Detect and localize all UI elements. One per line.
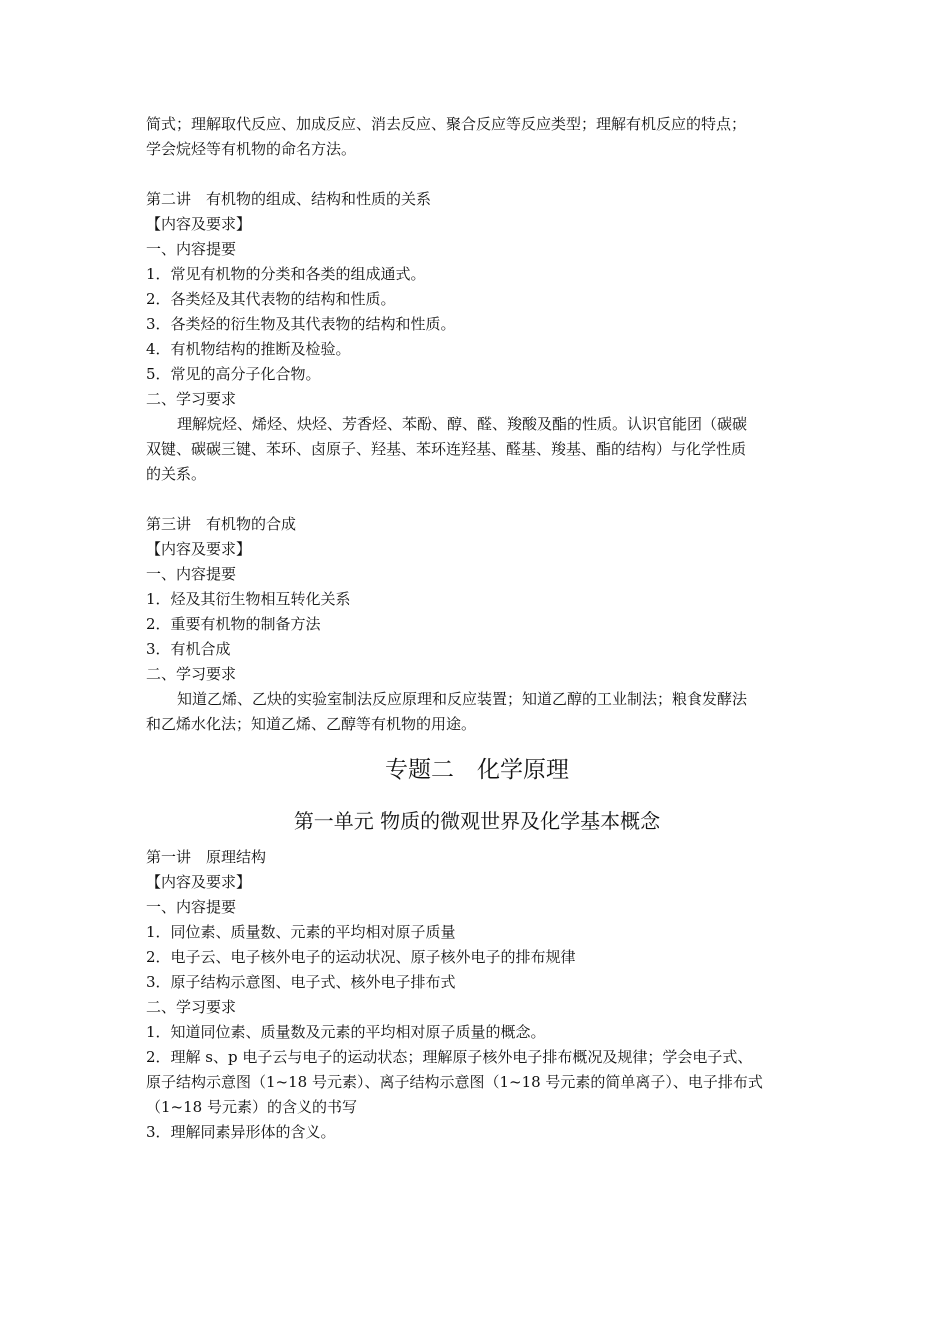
lecture3-title: 第三讲 有机物的合成 — [146, 515, 297, 533]
lecture1-req-header: 【内容及要求】 — [146, 873, 252, 891]
list-item: 1．常见有机物的分类和各类的组成通式。 — [146, 265, 426, 283]
text-line: 原子结构示意图（1~18 号元素）、离子结构示意图（1~18 号元素的简单离子）、电子排布式 — [146, 1073, 763, 1091]
text-line: 1．知道同位素、质量数及元素的平均相对原子质量的概念。 — [146, 1023, 546, 1041]
lecture3-study-header: 二、学习要求 — [146, 665, 237, 683]
text-line: 3．理解同素异形体的含义。 — [146, 1123, 336, 1141]
text-line: 的关系。 — [146, 465, 207, 483]
text-line: 双键、碳碳三键、苯环、卤原子、羟基、苯环连羟基、醛基、羧基、酯的结构）与化学性质 — [146, 440, 747, 458]
text-line: 和乙烯水化法；知道乙烯、乙醇等有机物的用途。 — [146, 715, 477, 733]
lecture3-req-header: 【内容及要求】 — [146, 540, 252, 558]
list-item: 3．原子结构示意图、电子式、核外电子排布式 — [146, 973, 456, 991]
text-line: 简式；理解取代反应、加成反应、消去反应、聚合反应等反应类型；理解有机反应的特点； — [146, 115, 747, 133]
lecture3-content-header: 一、内容提要 — [146, 565, 237, 583]
list-item: 2．重要有机物的制备方法 — [146, 615, 321, 633]
lecture1-content-header: 一、内容提要 — [146, 898, 237, 916]
lecture1-title: 第一讲 原理结构 — [146, 848, 267, 866]
lecture2-req-header: 【内容及要求】 — [146, 215, 252, 233]
unit-title: 第一单元 物质的微观世界及化学基本概念 — [293, 809, 661, 833]
text-line: 2．理解 s、p 电子云与电子的运动状态；理解原子核外电子排布概况及规律；学会电子式、 — [146, 1048, 753, 1066]
lecture2-content-header: 一、内容提要 — [146, 240, 237, 258]
topic-title: 专题二 化学原理 — [385, 757, 569, 783]
lecture2-study-paragraph — [146, 412, 808, 487]
text-line: 理解烷烃、烯烃、炔烃、芳香烃、苯酚、醇、醛、羧酸及酯的性质。认识官能团（碳碳 — [177, 415, 748, 433]
text-line: （1~18 号元素）的含义的书写 — [146, 1098, 357, 1116]
document-page — [146, 112, 808, 1145]
lecture3-study-paragraph — [146, 687, 808, 737]
list-item: 4．有机物结构的推断及检验。 — [146, 340, 351, 358]
lecture2-title: 第二讲 有机物的组成、结构和性质的关系 — [146, 190, 432, 208]
list-item: 1．同位素、质量数、元素的平均相对原子质量 — [146, 923, 456, 941]
list-item: 2．各类烃及其代表物的结构和性质。 — [146, 290, 396, 308]
lecture1-study-paragraph — [146, 1020, 808, 1145]
list-item: 3．各类烃的衍生物及其代表物的结构和性质。 — [146, 315, 456, 333]
list-item: 2．电子云、电子核外电子的运动状况、原子核外电子的排布规律 — [146, 948, 576, 966]
intro-paragraph — [146, 112, 808, 162]
list-item: 1．烃及其衍生物相互转化关系 — [146, 590, 351, 608]
text-line: 学会烷烃等有机物的命名方法。 — [146, 140, 357, 158]
text-line: 知道乙烯、乙炔的实验室制法反应原理和反应装置；知道乙醇的工业制法；粮食发酵法 — [177, 690, 748, 708]
list-item: 5．常见的高分子化合物。 — [146, 365, 321, 383]
lecture1-study-header: 二、学习要求 — [146, 998, 237, 1016]
list-item: 3．有机合成 — [146, 640, 231, 658]
lecture2-study-header: 二、学习要求 — [146, 390, 237, 408]
